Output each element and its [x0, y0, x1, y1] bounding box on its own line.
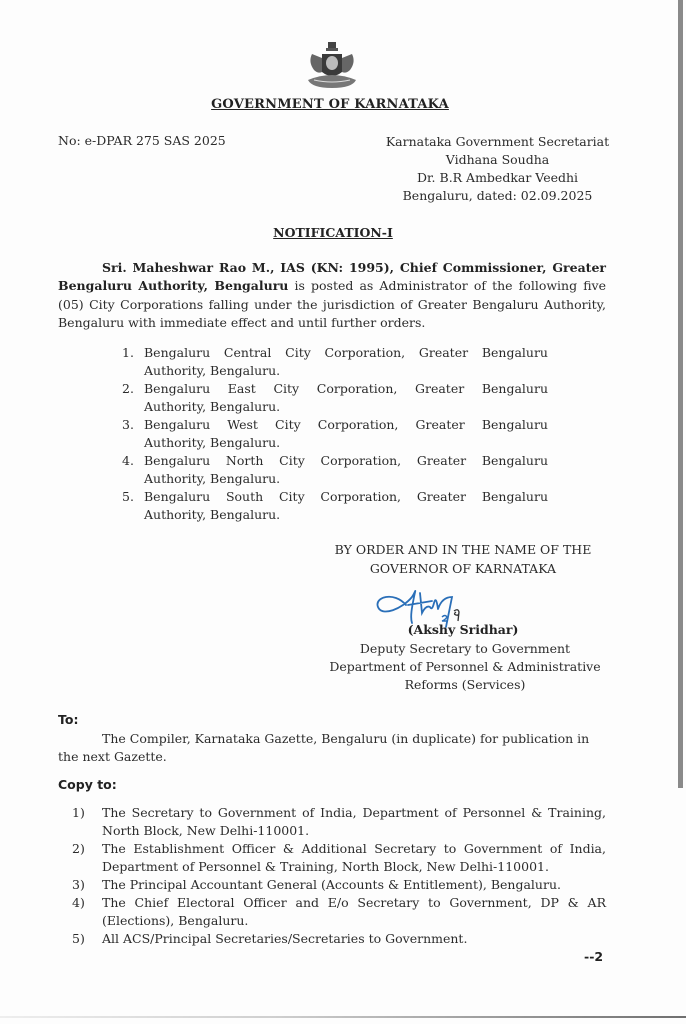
list-number: 2. [122, 381, 134, 396]
list-number: 4) [72, 895, 85, 910]
reference-number: No: e-DPAR 275 SAS 2025 [58, 133, 226, 148]
list-text: Authority, Bengaluru. [144, 471, 281, 486]
page-edge-shadow [678, 0, 683, 788]
list-item [122, 416, 548, 452]
list-text: The Secretary to Government of India, Department of Personnel & Training, North Block, New Delhi-110001. [102, 805, 606, 838]
list-item [122, 344, 548, 380]
list-text: Bengaluru Central City Corporation, Greater Bengaluru [144, 345, 548, 360]
list-item [122, 380, 548, 416]
list-text: Authority, Bengaluru. [144, 399, 281, 414]
list-item [72, 876, 606, 894]
to-label: To: [58, 712, 79, 727]
order-authority [318, 541, 608, 578]
notification-body [58, 259, 606, 332]
list-text: The Chief Electoral Officer and E/o Secretary to Government, DP & AR (Elections), Bengaluru. [102, 895, 606, 928]
list-number: 1. [122, 345, 134, 360]
corporation-list [122, 344, 548, 524]
order-line: BY ORDER AND IN THE NAME OF THE [334, 542, 592, 557]
list-number: 1) [72, 805, 85, 820]
list-number: 5. [122, 489, 134, 504]
to-recipient: The Compiler, Karnataka Gazette, Bengaluru (in duplicate) for publication in the next Gazette. [58, 731, 590, 764]
list-text: Bengaluru North City Corporation, Greater Bengaluru [144, 453, 548, 468]
address-date-line: Bengaluru, dated: 02.09.2025 [402, 188, 593, 203]
list-item [122, 488, 548, 524]
order-line: GOVERNOR OF KARNATAKA [369, 560, 557, 576]
list-number: 2) [72, 841, 85, 856]
list-item [72, 804, 606, 840]
list-item [72, 840, 606, 876]
signer-name: (Akshy Sridhar) [407, 622, 519, 637]
list-item [72, 930, 606, 948]
notification-officer: Sri. Maheshwar Rao M., IAS (KN: 1995), Chief Commissioner, Greater Bengaluru Authority, Bengaluru [58, 260, 606, 294]
karnataka-emblem-icon [302, 40, 362, 95]
list-item [72, 894, 606, 930]
list-text: All ACS/Principal Secretaries/Secretaries to Government. [102, 931, 468, 946]
copy-to-list [72, 804, 606, 948]
list-number: 3) [72, 877, 85, 892]
list-number: 4. [122, 453, 134, 468]
notification-text: is posted as Administrator of the following five (05) City Corporations falling under the jurisdiction of Greater Bengaluru Authority, Bengaluru with immediate effect and until further orders. [58, 278, 606, 330]
list-text: Bengaluru South City Corporation, Greater Bengaluru [144, 489, 548, 504]
list-text: Authority, Bengaluru. [144, 363, 281, 378]
signer-department: Department of Personnel & Administrative [329, 659, 601, 674]
page-bottom-edge [0, 1016, 686, 1018]
list-text: Authority, Bengaluru. [144, 435, 281, 450]
government-title: GOVERNMENT OF KARNATAKA [211, 97, 449, 112]
notification-title: NOTIFICATION-I [273, 225, 393, 240]
office-address [370, 133, 625, 205]
signer-designation-block [300, 640, 630, 694]
list-number: 3. [122, 417, 134, 432]
list-text: Bengaluru East City Corporation, Greater Bengaluru [144, 381, 548, 396]
signer-department: Reforms (Services) [404, 677, 526, 692]
page-continuation: --2 [584, 949, 604, 964]
list-text: The Establishment Officer & Additional Secretary to Government of India, Department of Personnel & Training, North Block, New Delhi-110001. [102, 841, 606, 874]
address-line: Dr. B.R Ambedkar Veedhi [416, 170, 579, 185]
list-text: The Principal Accountant General (Accounts & Entitlement), Bengaluru. [102, 877, 561, 892]
list-text: Authority, Bengaluru. [144, 507, 281, 522]
list-number: 5) [72, 931, 85, 946]
list-item [122, 452, 548, 488]
address-line: Vidhana Soudha [445, 152, 550, 167]
list-text: Bengaluru West City Corporation, Greater Bengaluru [144, 417, 548, 432]
address-line: Karnataka Government Secretariat [385, 134, 610, 149]
copy-to-label: Copy to: [58, 777, 117, 792]
signer-designation: Deputy Secretary to Government [359, 641, 571, 656]
